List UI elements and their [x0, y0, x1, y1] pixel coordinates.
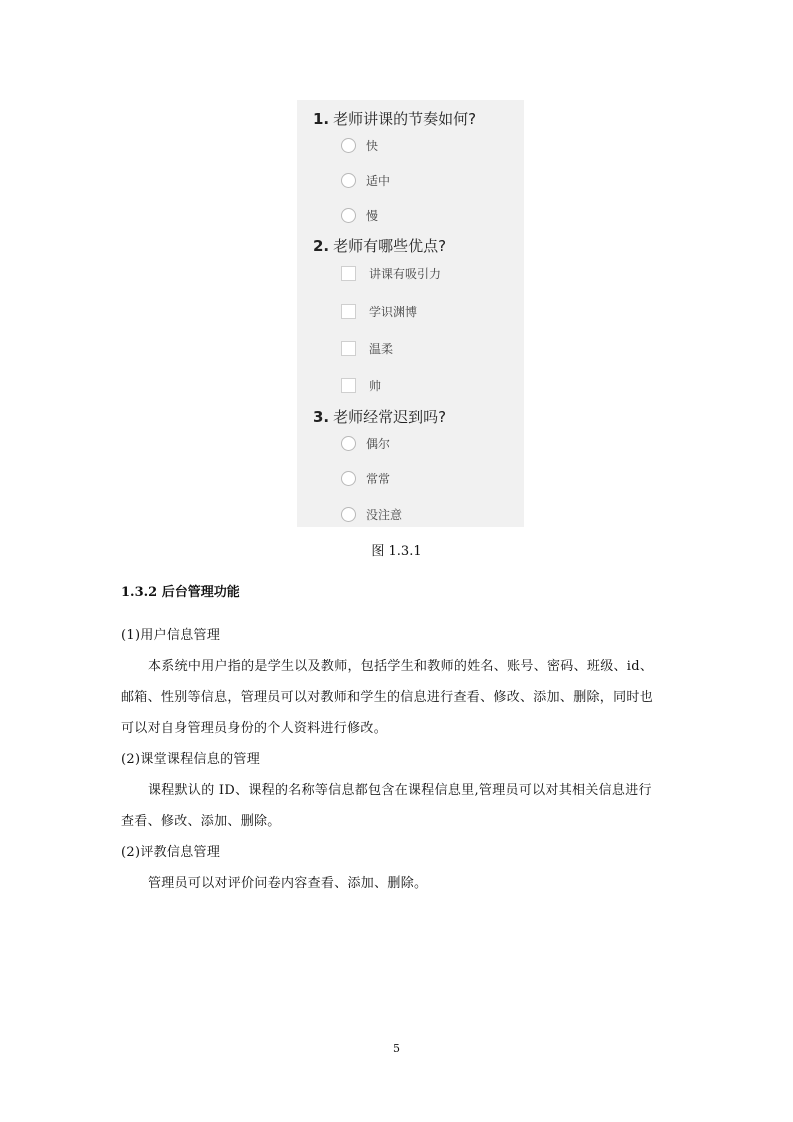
- option-checkbox[interactable]: [341, 340, 393, 357]
- question-1-title: [313, 108, 476, 129]
- radio-button[interactable]: [341, 507, 356, 522]
- option-label: 没注意: [366, 508, 403, 522]
- option-radio[interactable]: [341, 137, 378, 154]
- question-number: 3.: [313, 408, 330, 426]
- checkbox[interactable]: [341, 304, 356, 319]
- question-text: 老师讲课的节奏如何?: [333, 110, 477, 128]
- option-radio[interactable]: [341, 207, 378, 224]
- option-label: 偶尔: [366, 437, 391, 451]
- question-number: 2.: [313, 237, 330, 255]
- option-radio[interactable]: [341, 470, 390, 487]
- option-label: 适中: [366, 174, 391, 188]
- paragraph-line: 可以对自身管理员身份的个人资料进行修改。: [121, 721, 388, 736]
- question-3-title: [313, 406, 446, 427]
- option-checkbox[interactable]: [341, 377, 381, 394]
- item-1-title: (1)用户信息管理: [121, 628, 221, 643]
- option-radio[interactable]: [341, 506, 402, 523]
- option-label: 慢: [366, 209, 379, 223]
- question-2-title: [313, 235, 446, 256]
- radio-button[interactable]: [341, 471, 356, 486]
- paragraph-line: 查看、修改、添加、删除。: [121, 814, 281, 829]
- radio-button[interactable]: [341, 138, 356, 153]
- figure-caption: 图 1.3.1: [371, 544, 422, 559]
- option-checkbox[interactable]: [341, 303, 417, 320]
- option-label: 帅: [369, 379, 382, 393]
- question-number: 1.: [313, 110, 330, 128]
- checkbox[interactable]: [341, 266, 356, 281]
- option-label: 学识渊博: [369, 305, 418, 319]
- checkbox[interactable]: [341, 341, 356, 356]
- option-label: 温柔: [369, 342, 394, 356]
- option-radio[interactable]: [341, 172, 390, 189]
- paragraph-line: 课程默认的 ID、课程的名称等信息都包含在课程信息里,管理员可以对其相关信息进行: [148, 783, 652, 798]
- section-heading: 1.3.2 后台管理功能: [121, 585, 240, 600]
- item-2-title: (2)课堂课程信息的管理: [121, 752, 261, 767]
- option-label: 快: [366, 139, 379, 153]
- checkbox[interactable]: [341, 378, 356, 393]
- paragraph-line: 本系统中用户指的是学生以及教师，包括学生和教师的姓名、账号、密码、班级、id、: [148, 659, 654, 674]
- survey-preview: [297, 100, 524, 527]
- radio-button[interactable]: [341, 173, 356, 188]
- paragraph-line: 邮箱、性别等信息，管理员可以对教师和学生的信息进行查看、修改、添加、删除，同时也: [121, 690, 654, 705]
- page-number: 5: [393, 1042, 400, 1055]
- option-label: 常常: [366, 472, 391, 486]
- paragraph-line: 管理员可以对评价问卷内容查看、添加、删除。: [148, 876, 428, 891]
- radio-button[interactable]: [341, 436, 356, 451]
- radio-button[interactable]: [341, 208, 356, 223]
- item-3-title: (2)评教信息管理: [121, 845, 221, 860]
- option-radio[interactable]: [341, 435, 390, 452]
- question-text: 老师经常迟到吗?: [333, 408, 447, 426]
- option-label: 讲课有吸引力: [369, 267, 442, 281]
- option-checkbox[interactable]: [341, 265, 441, 282]
- question-text: 老师有哪些优点?: [333, 237, 447, 255]
